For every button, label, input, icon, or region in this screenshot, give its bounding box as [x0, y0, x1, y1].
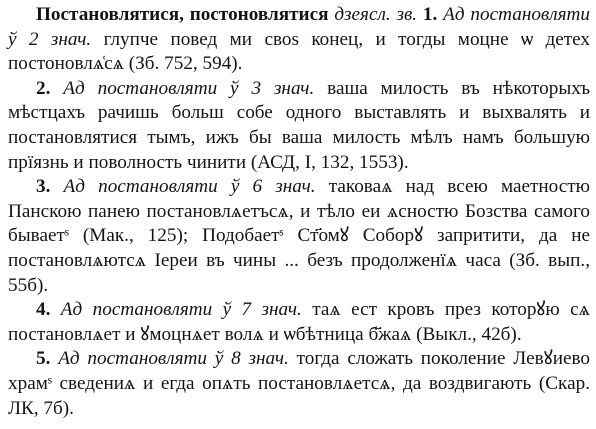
- entry-sense-3: [8, 175, 590, 298]
- sense-number: 2.: [36, 77, 51, 99]
- entry-sense-1: [8, 3, 590, 77]
- entry-sense-4: [8, 298, 590, 347]
- headword: Постановлятися, постоновлятися: [36, 4, 329, 25]
- sense-reference: Ад постановляти ў 7 знач.: [60, 299, 302, 321]
- sense-number: 3.: [36, 176, 51, 198]
- sense-reference: Ад постановляти ў 2 знач.: [8, 4, 590, 50]
- sense-number: 5.: [36, 348, 51, 370]
- sense-reference: Ад постановляти ў 8 знач.: [58, 348, 289, 370]
- dictionary-entry: [8, 3, 590, 421]
- sense-text: таѧ ест кровъ през которꙋю сѧ постановлѧет и ꙋмоцнѧет волѧ и ѡбѣтница б҃жаѧ (Выкл., 42б).: [8, 299, 590, 345]
- entry-sense-5: [8, 347, 590, 421]
- sense-text: глупче повед ми своѕ конец, и тогды моцне ѡ детех постоновлѧ͑сѧ (Зб. 752, 594).: [8, 28, 591, 75]
- grammar-label: дзеясл. зв.: [334, 4, 418, 25]
- sense-number: 4.: [36, 299, 51, 321]
- entry-sense-2: [8, 77, 590, 175]
- sense-reference: Ад постановляти ў 3 знач.: [63, 77, 315, 99]
- sense-reference: Ад постановляти ў 6 знач.: [63, 176, 316, 198]
- sense-text: ваша милость въ нѣкоторыхъ мѣстцахъ рачишь больш собе одного выставлять и выхвалять и постановлятися тымъ, ижъ бы ваша милость мѣлъ намъ большую прїязнь и поволность чинити (АСД, I, 132, 1553).: [8, 77, 591, 173]
- sense-text: таковаѧ над всею маетностю Панскою панею постановлѧетъсѧ, и тѣло еи ѧсностю Бозства самого бываетˢ (Мак., 125); Подобаетˢ Ст҃омꙋ Соборꙋ запритити, да не постановлѧютсѧ Іереи въ чины ... безъ продолженїѧ часа (Зб. вып., 55б).: [8, 176, 590, 296]
- sense-text: тогда сложать поколение Левꙋиево храмˢ сведениѧ и егда опѧть постановлѧетсѧ, да воздвигають (Скар. ЛК, 7б).: [8, 348, 591, 419]
- sense-number: 1.: [422, 4, 438, 25]
